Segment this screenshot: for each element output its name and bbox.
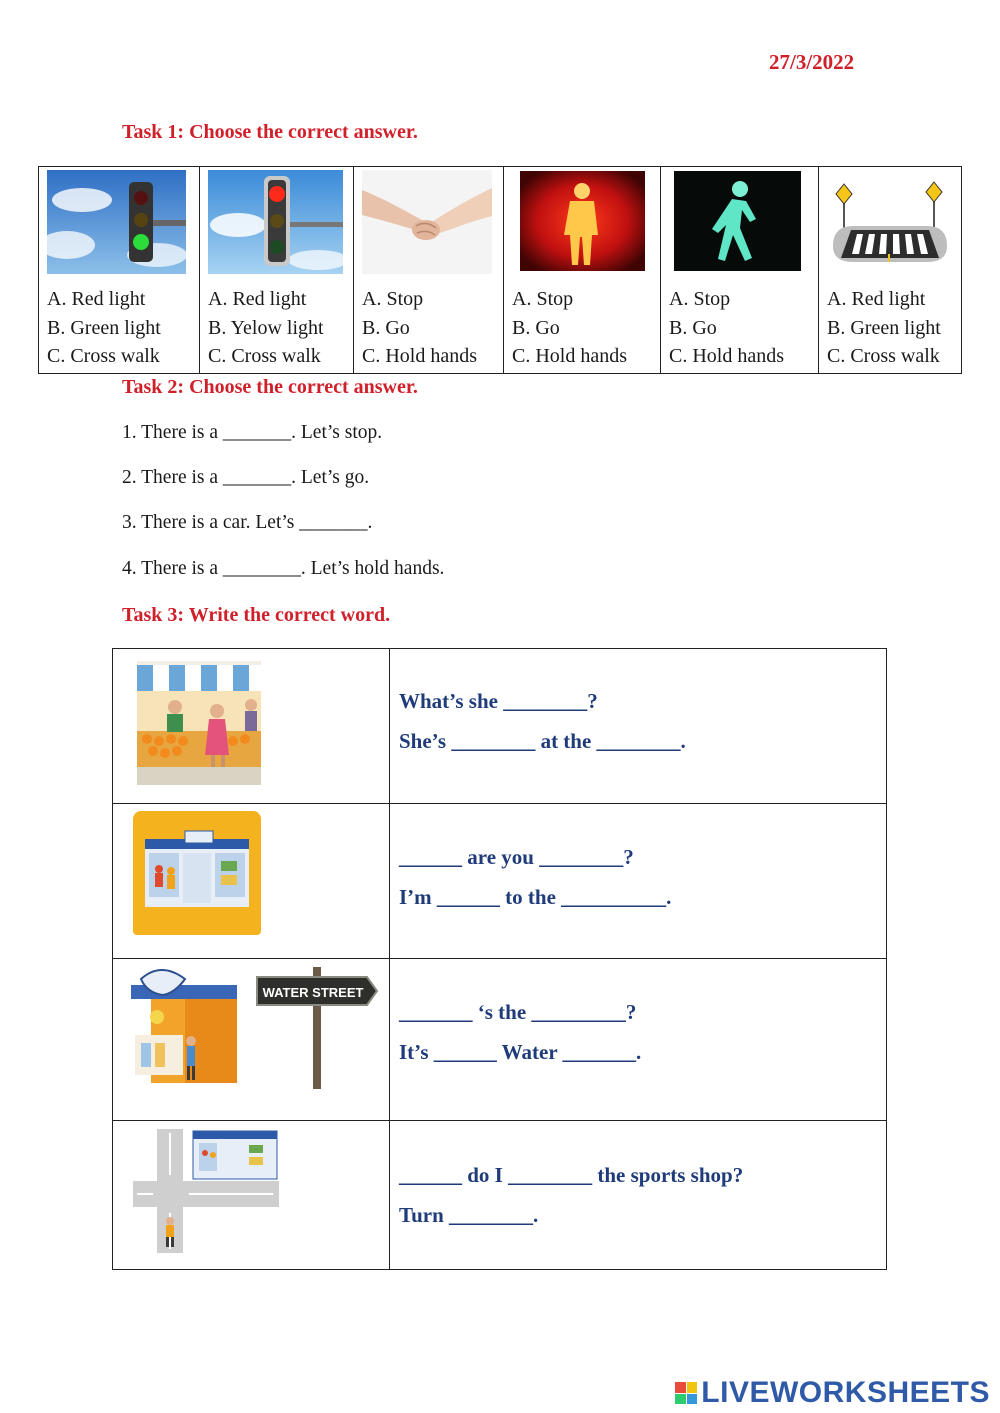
task3-row-4 [113,1121,886,1269]
task1-cell-1 [39,167,200,373]
task1-options-3 [362,285,477,371]
task2-question-3[interactable]: 3. There is a car. Let’s _______. [122,512,373,533]
task3-row-3 [113,959,886,1121]
option-c[interactable]: C. Hold hands [362,345,477,367]
option-b[interactable]: B. Go [512,316,560,339]
option-b[interactable]: B. Green light [827,316,941,339]
option-a[interactable]: A. Red light [47,288,146,310]
option-a[interactable]: A. Stop [512,288,574,310]
task3-row-2-line-1[interactable]: ______ are you ________? [399,845,634,869]
task3-row-1-line-1[interactable]: What’s she ________? [399,689,598,713]
holding-hands-icon [362,170,492,274]
task3-row-3-line-2[interactable]: It’s ______ Water _______. [399,1040,642,1064]
water-street-sign-icon [255,967,379,1089]
sign-text: WATER STREET [262,985,364,1000]
task3-row-1-line-2[interactable]: She’s ________ at the ________. [399,729,686,753]
crosswalk-icon [829,170,951,274]
task1-options-5 [669,285,784,371]
task3-row-2 [113,804,886,959]
green-pedestrian-signal-icon [674,171,801,271]
task1-options-4 [512,285,627,371]
kiosk-icon [127,965,243,1089]
brand-text: LIVEWORKSHEETS [701,1376,990,1409]
task1-cell-5 [661,167,819,373]
task2-question-4[interactable]: 4. There is a ________. Let’s hold hands. [122,558,445,579]
option-c[interactable]: C. Cross walk [827,345,940,367]
market-stall-icon [137,661,261,785]
option-b[interactable]: B. Yelow light [208,316,324,339]
option-c[interactable]: C. Cross walk [47,345,160,367]
sports-shop-icon [133,811,261,935]
option-b[interactable]: B. Green light [47,316,161,339]
task1-options-2 [208,285,324,371]
task3-title: Task 3: Write the correct word. [122,604,391,626]
task3-row-1 [113,649,886,804]
green-traffic-light-icon [47,170,186,274]
option-c[interactable]: C. Cross walk [208,345,321,367]
task3-row-3-line-1[interactable]: _______ ‘s the _________? [399,1000,637,1024]
liveworksheets-brand[interactable] [675,1376,990,1410]
worksheet-date: 27/3/2022 [769,50,855,74]
option-a[interactable]: A. Stop [669,288,731,310]
task1-options-1 [47,285,161,371]
task3-row-4-line-1[interactable]: ______ do I ________ the sports shop? [399,1163,744,1187]
option-c[interactable]: C. Hold hands [512,345,627,367]
option-a[interactable]: A. Stop [362,288,424,310]
task1-cell-6 [819,167,961,373]
option-c[interactable]: C. Hold hands [669,345,784,367]
task2-title: Task 2: Choose the correct answer. [122,376,418,398]
task1-options-6 [827,285,941,371]
crossroads-map-icon [133,1129,279,1253]
task1-cell-4 [504,167,661,373]
task3-row-2-line-2[interactable]: I’m ______ to the __________. [399,885,672,909]
red-traffic-light-icon [208,170,343,274]
liveworksheets-logo-icon [675,1382,697,1404]
option-a[interactable]: A. Red light [827,288,926,310]
task3-table [112,648,887,1270]
task1-table [38,166,962,374]
task3-row-4-line-2[interactable]: Turn ________. [399,1203,539,1227]
task1-cell-2 [200,167,354,373]
task2-question-2[interactable]: 2. There is a _______. Let’s go. [122,467,370,488]
task1-cell-3 [354,167,504,373]
red-pedestrian-signal-icon [520,171,645,271]
task1-title: Task 1: Choose the correct answer. [122,121,418,143]
option-b[interactable]: B. Go [669,316,717,339]
option-b[interactable]: B. Go [362,316,410,339]
option-a[interactable]: A. Red light [208,288,307,310]
task2-question-1[interactable]: 1. There is a _______. Let’s stop. [122,422,383,443]
